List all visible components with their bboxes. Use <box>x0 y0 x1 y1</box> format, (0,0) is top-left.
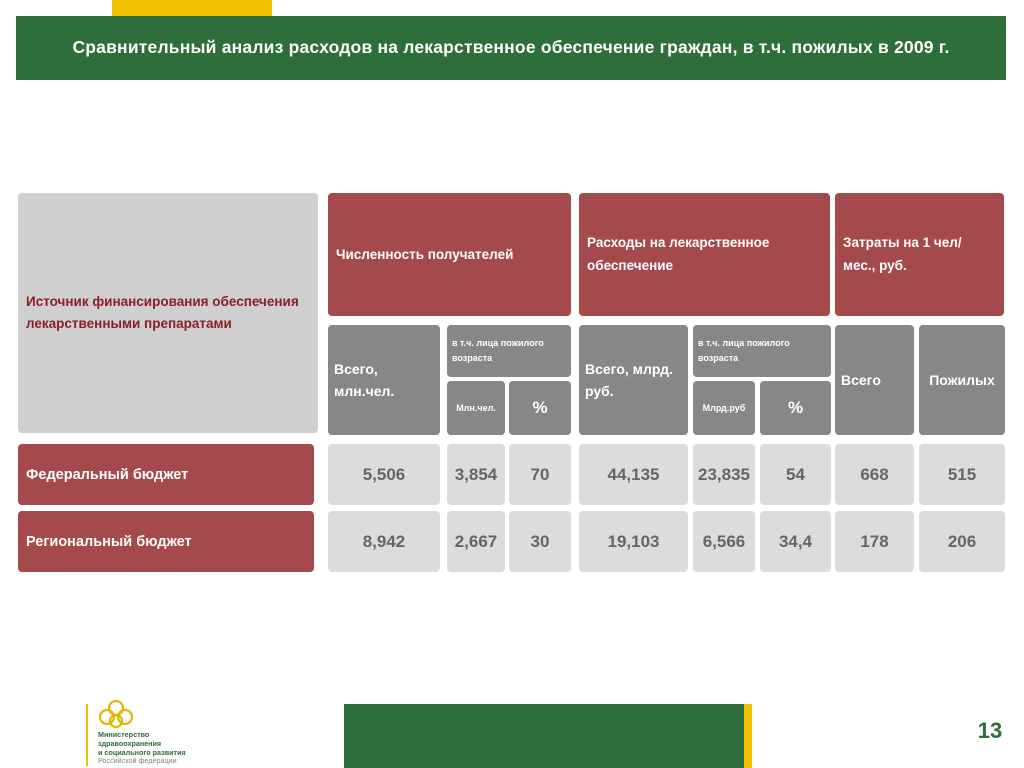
table-cell: 2,667 <box>447 511 505 572</box>
table-cell: 44,135 <box>579 444 688 505</box>
subheader-mlrd-rub <box>693 381 755 435</box>
subheader-mln-chel-text: Млн.чел. <box>456 403 496 413</box>
logo-line: Министерство <box>98 730 150 739</box>
table-cell: 23,835 <box>693 444 755 505</box>
subheader-cost-total <box>835 325 914 435</box>
subheader-total-expenses <box>579 325 688 435</box>
top-accent-bar <box>112 0 272 16</box>
count-group-text: Численность получателей <box>336 247 514 262</box>
subheader-total-count <box>328 325 440 435</box>
subheader-elderly-count <box>447 325 571 377</box>
count-group-header <box>328 193 571 316</box>
footer-green-bar <box>344 704 744 768</box>
subheader-mlrd-rub-text: Млрд.руб <box>702 403 746 413</box>
subheader-elderly-expenses <box>693 325 831 377</box>
source-header-text: Источник финансирования обеспечения лекарственными препаратами <box>26 294 299 331</box>
cost-group-text: Затраты на 1 чел/ мес., руб. <box>843 235 962 273</box>
table-cell: 3,854 <box>447 444 505 505</box>
row-label-regional <box>18 511 314 572</box>
ministry-logo-text <box>98 731 268 766</box>
logo-divider <box>86 704 88 766</box>
subheader-cost-elderly-text: Пожилых <box>929 372 995 388</box>
ministry-logo-icon <box>92 698 140 730</box>
table-cell: 5,506 <box>328 444 440 505</box>
row-label-regional-text: Региональный бюджет <box>26 533 192 550</box>
table-cell: 19,103 <box>579 511 688 572</box>
source-header <box>18 193 318 433</box>
footer-yellow-bar <box>744 704 752 768</box>
subheader-total-expenses-text: Всего, млрд. руб. <box>585 360 673 399</box>
row-label-federal <box>18 444 314 505</box>
subheader-elderly-count-text: в т.ч. лица пожилого возраста <box>452 337 544 363</box>
page-number: 13 <box>977 718 1003 743</box>
expenses-group-header <box>579 193 830 316</box>
subheader-percent-expenses-text: % <box>787 398 804 417</box>
subheader-total-count-text: Всего, млн.чел. <box>334 360 395 399</box>
logo-line: и социального развития <box>98 747 186 757</box>
slide-title-text: Сравнительный анализ расходов на лекарственное обеспечение граждан, в т.ч. пожилых в 2009 г. <box>72 37 950 58</box>
table-cell: 34,4 <box>760 511 831 572</box>
subheader-mln-chel <box>447 381 505 435</box>
subheader-elderly-expenses-text: в т.ч. лица пожилого возраста <box>698 337 790 363</box>
row-label-federal-text: Федеральный бюджет <box>26 466 189 483</box>
table-cell: 206 <box>919 511 1005 572</box>
table-cell: 6,566 <box>693 511 755 572</box>
cost-group-header <box>835 193 1004 316</box>
subheader-cost-total-text: Всего <box>841 372 881 388</box>
table-cell: 178 <box>835 511 914 572</box>
subheader-percent-count <box>509 381 571 435</box>
logo-line: Российской федерации <box>98 756 177 766</box>
subheader-percent-count-text: % <box>532 398 548 417</box>
table-cell: 515 <box>919 444 1005 505</box>
subheader-cost-elderly <box>919 325 1005 435</box>
slide-title <box>16 16 1006 80</box>
table-cell: 30 <box>509 511 571 572</box>
table-cell: 70 <box>509 444 571 505</box>
table-cell: 54 <box>760 444 831 505</box>
table-cell: 8,942 <box>328 511 440 572</box>
expenses-group-text: Расходы на лекарственное обеспечение <box>587 235 770 273</box>
table-cell: 668 <box>835 444 914 505</box>
logo-line: здравоохранения <box>98 738 162 748</box>
subheader-percent-expenses <box>760 381 831 435</box>
